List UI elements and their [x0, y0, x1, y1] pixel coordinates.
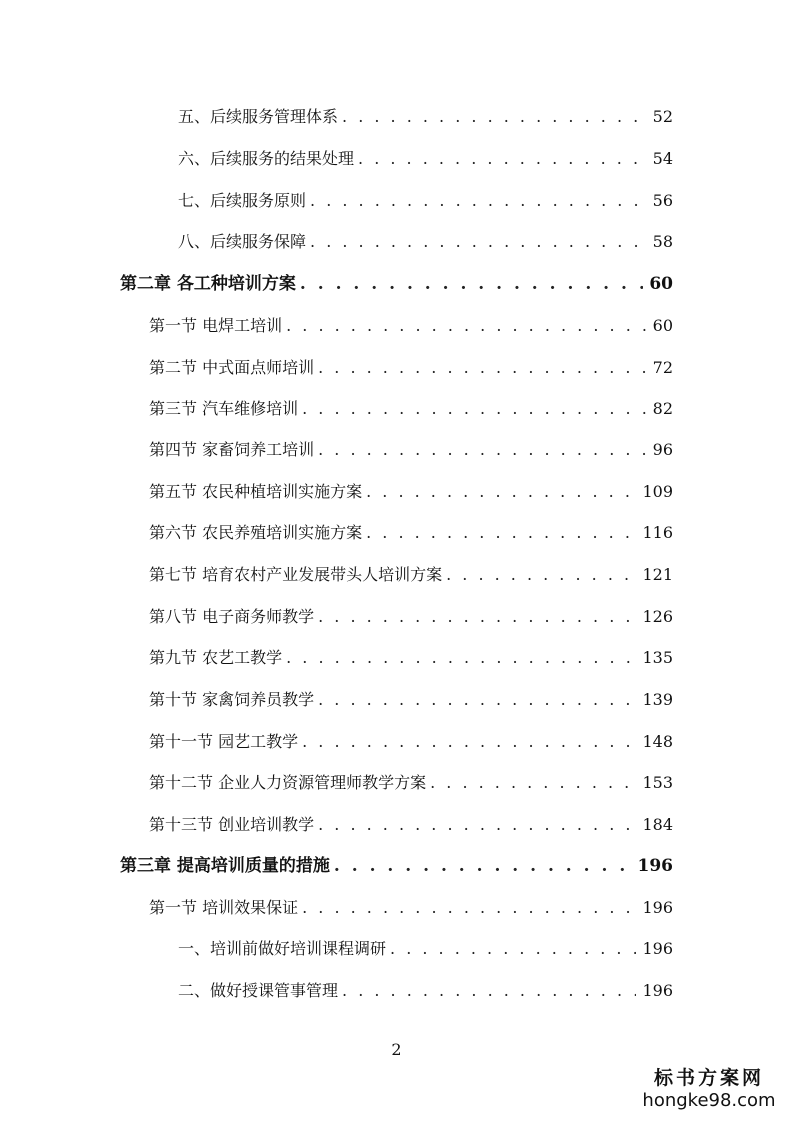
- toc-entry-title: 第一节 电焊工培训: [149, 316, 283, 335]
- toc-entry-page: 148: [642, 732, 673, 751]
- toc-entry-title: 六、后续服务的结果处理: [178, 149, 355, 168]
- toc-entry-page: 121: [642, 565, 673, 584]
- toc-entry[interactable]: [0, 729, 673, 755]
- toc-entry[interactable]: [0, 520, 673, 546]
- toc-entry[interactable]: [0, 604, 673, 630]
- toc-leader-dots: [302, 729, 636, 755]
- toc-entry-page: 139: [642, 690, 673, 709]
- toc-entry-title: 第六节 农民养殖培训实施方案: [149, 523, 363, 542]
- toc-entry-page: 60: [652, 316, 673, 335]
- toc-leader-dots: [302, 895, 636, 921]
- toc-entry-title: 二、做好授课管事管理: [178, 981, 339, 1000]
- toc-entry[interactable]: [0, 562, 673, 588]
- toc-entry-title: 第十三节 创业培训教学: [149, 815, 315, 834]
- toc-leader-dots: [390, 936, 636, 962]
- toc-leader-dots: [318, 604, 636, 630]
- toc-entry-page: 52: [652, 107, 673, 126]
- watermark-site-name: 标书方案网: [653, 1067, 764, 1089]
- toc-entry[interactable]: [0, 396, 673, 422]
- toc-entry-title: 第五节 农民种植培训实施方案: [149, 482, 363, 501]
- toc-leader-dots: [318, 812, 636, 838]
- toc-entry-title: 第十二节 企业人力资源管理师教学方案: [149, 773, 427, 792]
- page-number: 2: [391, 1040, 402, 1059]
- toc-entry-page: 54: [652, 149, 673, 168]
- toc-entry[interactable]: [0, 645, 673, 671]
- toc-entry[interactable]: [0, 229, 673, 255]
- toc-leader-dots: [310, 229, 647, 255]
- toc-leader-dots: [342, 104, 647, 130]
- toc-entry[interactable]: [0, 812, 673, 838]
- toc-chapter-entry[interactable]: [0, 271, 673, 297]
- toc-leader-dots: [286, 645, 636, 671]
- toc-entry-page: 196: [642, 939, 673, 958]
- toc-entry[interactable]: [0, 313, 673, 339]
- toc-entry-page: 196: [642, 981, 673, 1000]
- toc-leader-dots: [302, 396, 647, 422]
- toc-entry-title: 第三章 提高培训质量的措施: [120, 856, 330, 876]
- toc-entry-page: 82: [652, 399, 673, 418]
- toc-entry-page: 196: [637, 856, 673, 876]
- toc-entry-title: 第十节 家禽饲养员教学: [149, 690, 315, 709]
- toc-entry[interactable]: [0, 770, 673, 796]
- toc-leader-dots: [300, 271, 643, 297]
- toc-entry-page: 56: [652, 191, 673, 210]
- toc-entry[interactable]: [0, 479, 673, 505]
- toc-entry-title: 第十一节 园艺工教学: [149, 732, 299, 751]
- toc-entry[interactable]: [0, 437, 673, 463]
- toc-entry-page: 96: [652, 440, 673, 459]
- toc-entry-title: 第一节 培训效果保证: [149, 898, 299, 917]
- toc-entry-page: 58: [652, 232, 673, 251]
- toc-entry-title: 第七节 培育农村产业发展带头人培训方案: [149, 565, 443, 584]
- toc-leader-dots: [342, 978, 636, 1004]
- toc-entry-page: 196: [642, 898, 673, 917]
- site-watermark: [639, 1066, 779, 1112]
- toc-entry-page: 72: [652, 358, 673, 377]
- watermark-url: hongke98.com: [642, 1090, 776, 1111]
- toc-chapter-entry[interactable]: [0, 853, 673, 879]
- toc-entry[interactable]: [0, 104, 673, 130]
- toc-leader-dots: [366, 520, 636, 546]
- toc-leader-dots: [334, 853, 632, 879]
- toc-entry[interactable]: [0, 146, 673, 172]
- toc-entry[interactable]: [0, 895, 673, 921]
- toc-leader-dots: [318, 355, 647, 381]
- toc-entry-title: 第二章 各工种培训方案: [120, 274, 296, 294]
- toc-entry-title: 第四节 家畜饲养工培训: [149, 440, 315, 459]
- toc-entry[interactable]: [0, 936, 673, 962]
- toc-entry-page: 153: [642, 773, 673, 792]
- toc-leader-dots: [446, 562, 636, 588]
- toc-entry[interactable]: [0, 188, 673, 214]
- toc-entry-page: 60: [649, 274, 673, 294]
- toc-leader-dots: [366, 479, 636, 505]
- toc-entry[interactable]: [0, 978, 673, 1004]
- toc-leader-dots: [310, 188, 647, 214]
- toc-entry-title: 一、培训前做好培训课程调研: [178, 939, 387, 958]
- toc-entry-title: 第八节 电子商务师教学: [149, 607, 315, 626]
- toc-entry-title: 五、后续服务管理体系: [178, 107, 339, 126]
- toc-entry-page: 135: [642, 648, 673, 667]
- toc-entry-title: 第九节 农艺工教学: [149, 648, 283, 667]
- toc-entry-page: 116: [642, 523, 673, 542]
- toc-leader-dots: [358, 146, 647, 172]
- toc-entry-title: 第二节 中式面点师培训: [149, 358, 315, 377]
- toc-entry-title: 七、后续服务原则: [178, 191, 307, 210]
- toc-leader-dots: [430, 770, 636, 796]
- toc-leader-dots: [318, 437, 647, 463]
- toc-entry[interactable]: [0, 687, 673, 713]
- toc-entry-title: 八、后续服务保障: [178, 232, 307, 251]
- toc-entry-title: 第三节 汽车维修培训: [149, 399, 299, 418]
- toc-entry[interactable]: [0, 355, 673, 381]
- toc-entry-page: 126: [642, 607, 673, 626]
- toc-entry-page: 109: [642, 482, 673, 501]
- toc-entry-page: 184: [642, 815, 673, 834]
- toc-leader-dots: [286, 313, 647, 339]
- toc-leader-dots: [318, 687, 636, 713]
